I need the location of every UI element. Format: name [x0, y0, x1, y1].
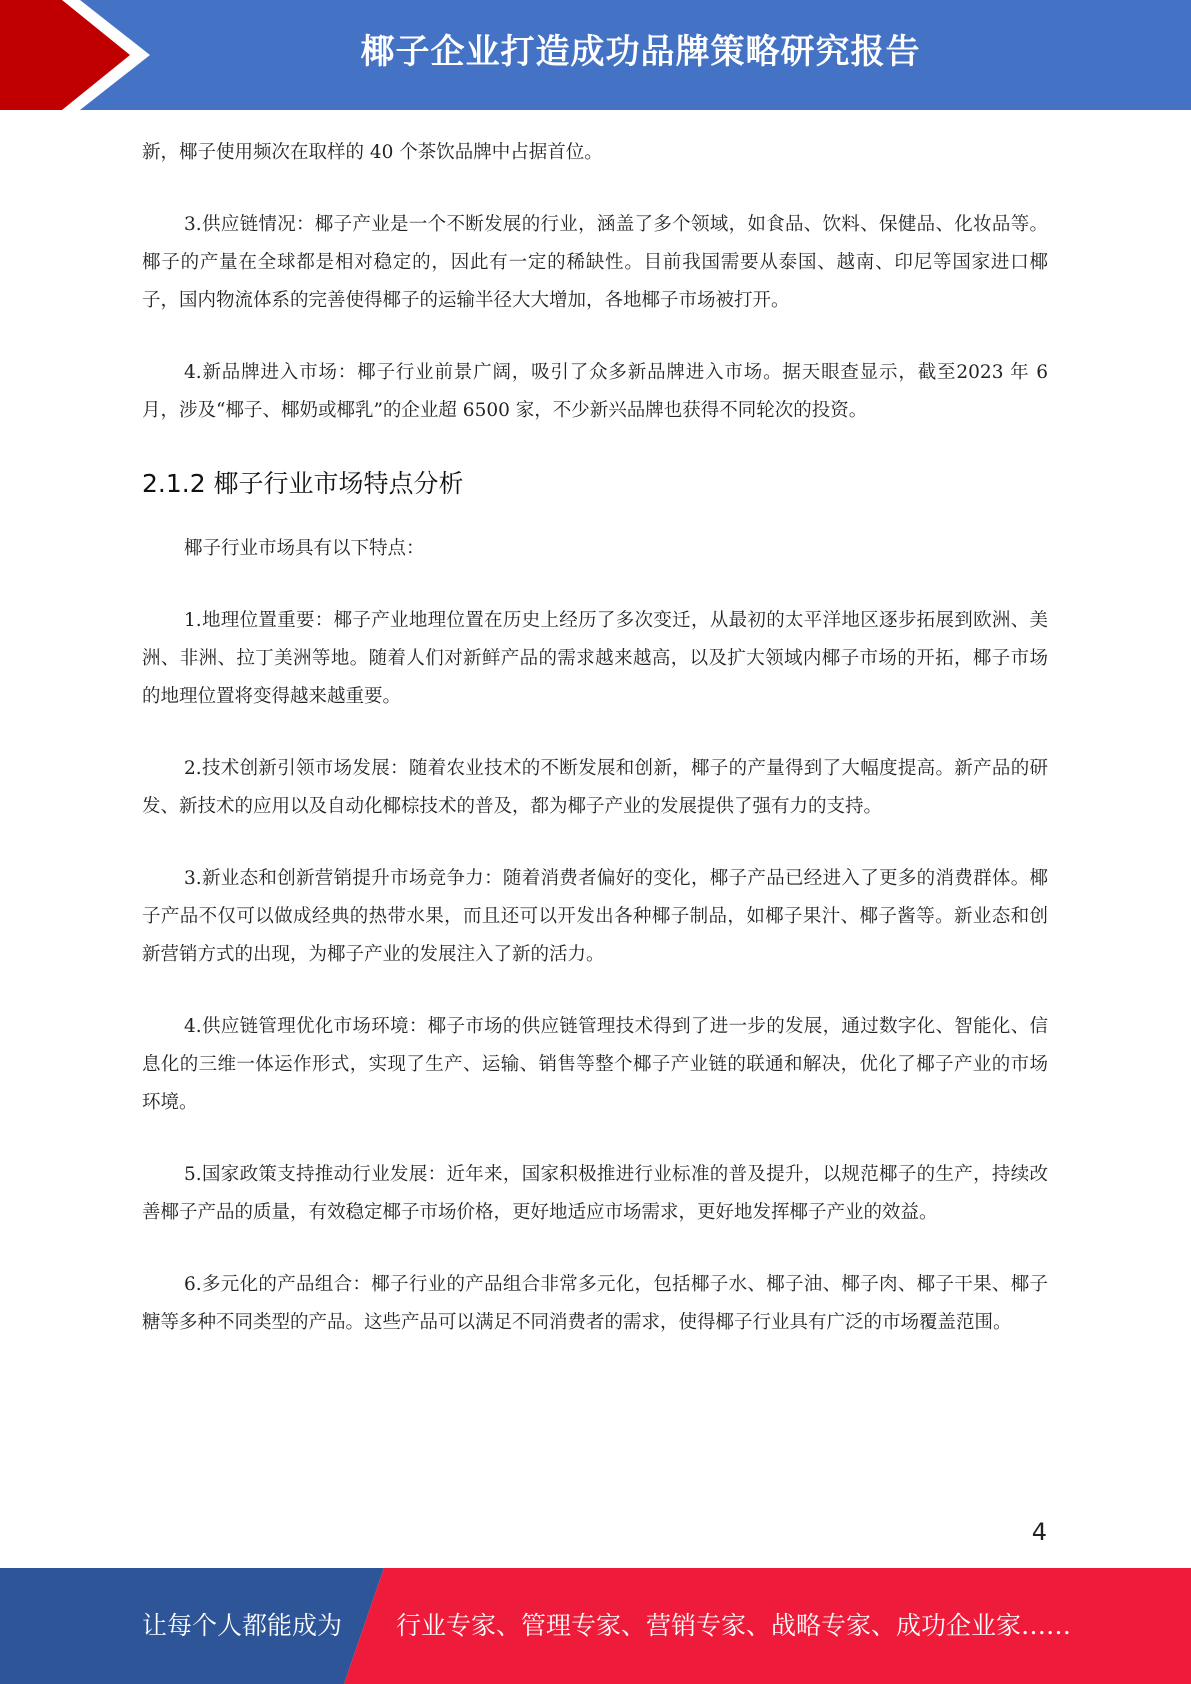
paragraph-point-1: 1.地理位置重要：椰子产业地理位置在历史上经历了多次变迁，从最初的太平洋地区逐步拓展到欧洲、美洲、非洲、拉丁美洲等地。随着人们对新鲜产品的需求越来越高，以及扩大领域内椰子市场的开拓，椰子市场的地理位置将变得越来越重要。: [142, 610, 1048, 707]
paragraph-new-brands: 4.新品牌进入市场：椰子行业前景广阔，吸引了众多新品牌进入市场。据天眼查显示，截至2023 年 6 月，涉及“椰子、椰奶或椰乳”的企业超 6500 家，不少新兴品牌也获得不同轮次的投资。: [142, 362, 1048, 421]
paragraph-point-5: 5.国家政策支持推动行业发展：近年来，国家积极推进行业标准的普及提升，以规范椰子的生产，持续改善椰子产品的质量，有效稳定椰子市场价格，更好地适应市场需求，更好地发挥椰子产业的效益。: [142, 1164, 1048, 1223]
paragraph-supply-chain: 3.供应链情况：椰子产业是一个不断发展的行业，涵盖了多个领域，如食品、饮料、保健品、化妆品等。椰子的产量在全球都是相对稳定的，因此有一定的稀缺性。目前我国需要从泰国、越南、印尼等国家进口椰子，国内物流体系的完善使得椰子的运输半径大大增加，各地椰子市场被打开。: [142, 214, 1048, 311]
document-body: [142, 134, 1048, 1376]
page-header: [0, 0, 1191, 110]
report-title: 椰子企业打造成功品牌策略研究报告: [360, 32, 921, 72]
paragraph-point-2: 2.技术创新引领市场发展：随着农业技术的不断发展和创新，椰子的产量得到了大幅度提高。新产品的研发、新技术的应用以及自动化椰棕技术的普及，都为椰子产业的发展提供了强有力的支持。: [142, 758, 1048, 817]
paragraph-point-3: 3.新业态和创新营销提升市场竞争力：随着消费者偏好的变化，椰子产品已经进入了更多的消费群体。椰子产品不仅可以做成经典的热带水果，而且还可以开发出各种椰子制品，如椰子果汁、椰子酱等。新业态和创新营销方式的出现，为椰子产业的发展注入了新的活力。: [142, 868, 1048, 965]
page-number: 4: [1031, 1518, 1047, 1546]
page-footer: [0, 1568, 1191, 1684]
footer-slogan-left: 让每个人都能成为: [142, 1611, 343, 1640]
paragraph-point-6: 6.多元化的产品组合：椰子行业的产品组合非常多元化，包括椰子水、椰子油、椰子肉、椰子干果、椰子糖等多种不同类型的产品。这些产品可以满足不同消费者的需求，使得椰子行业具有广泛的市场覆盖范围。: [142, 1274, 1048, 1333]
paragraph-intro: 椰子行业市场具有以下特点：: [184, 538, 425, 559]
footer-slogan-right: 行业专家、管理专家、营销专家、战略专家、成功企业家……: [396, 1611, 1072, 1640]
paragraph-continuation: 新，椰子使用频次在取样的 40 个茶饮品牌中占据首位。: [142, 142, 603, 163]
paragraph-point-4: 4.供应链管理优化市场环境：椰子市场的供应链管理技术得到了进一步的发展，通过数字化、智能化、信息化的三维一体运作形式，实现了生产、运输、销售等整个椰子产业链的联通和解决，优化了椰子产业的市场环境。: [142, 1016, 1048, 1113]
section-heading: 2.1.2 椰子行业市场特点分析: [142, 469, 464, 498]
